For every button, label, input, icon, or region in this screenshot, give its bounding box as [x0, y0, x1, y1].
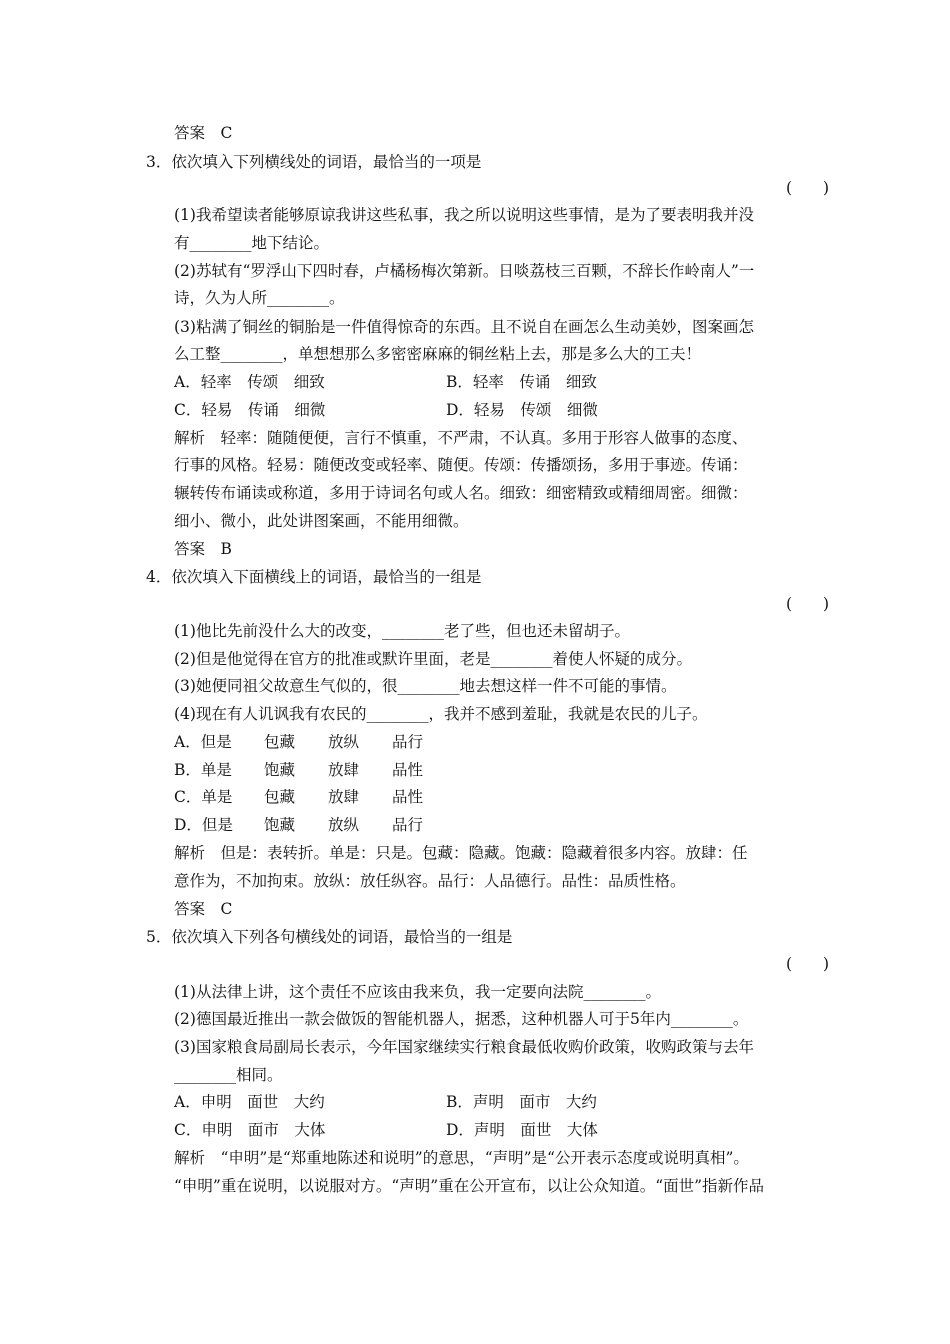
sentence-line: 诗，久为人所________。 — [174, 289, 345, 307]
sentence-line: ________相同。 — [174, 1066, 283, 1084]
option-c: C．轻易 传诵 细微 — [174, 401, 326, 419]
option-word: 放肆 — [328, 788, 360, 806]
option-word: 品性 — [392, 788, 424, 806]
answer-bracket: ( ) — [786, 179, 830, 197]
question-5-stem: 5．依次填入下列各句横线处的词语，最恰当的一组是 — [146, 928, 513, 946]
option-a: A．轻率 传颂 细致 — [174, 373, 325, 391]
sentence-line: (2)但是他觉得在官方的批准或默许里面，老是________着使人怀疑的成分。 — [174, 650, 692, 668]
answer-bracket: ( ) — [786, 595, 830, 613]
sentence-line: (1)他比先前没什么大的改变，________老了些，但也还未留胡子。 — [174, 622, 630, 640]
explanation-line: 解析 但是：表转折。单是：只是。包藏：隐藏。饱藏：隐藏着很多内容。放肆：任 — [174, 844, 748, 862]
option-d: D．声明 面世 大体 — [446, 1121, 598, 1139]
sentence-line: 么工整________，单想想那么多密密麻麻的铜丝粘上去，那是多么大的工夫！ — [174, 345, 702, 363]
option-word: 品行 — [392, 816, 424, 834]
explanation-line: 解析 轻率：随随便便，言行不慎重，不严肃，不认真。多用于形容人做事的态度、 — [174, 429, 748, 447]
option-b: B．轻率 传诵 细致 — [446, 373, 597, 391]
answer-line: 答案 C — [174, 900, 233, 918]
option-word: D．但是 — [174, 816, 233, 834]
option-word: A．但是 — [174, 733, 232, 751]
sentence-line: (2)德国最近推出一款会做饭的智能机器人，据悉，这种机器人可于5年内________。 — [174, 1010, 749, 1028]
option-b: B．声明 面市 大约 — [446, 1093, 597, 1111]
sentence-line: (3)粘满了铜丝的铜胎是一件值得惊奇的东西。且不说自在画怎么生动美妙，图案画怎 — [174, 318, 754, 336]
question-3-stem: 3．依次填入下列横线处的词语，最恰当的一项是 — [146, 153, 482, 171]
explanation-line: 解析 “申明”是“郑重地陈述和说明”的意思，“声明”是“公开表示态度或说明真相”。 — [174, 1149, 749, 1167]
sentence-line: (1)从法律上讲，这个责任不应该由我来负，我一定要向法院________。 — [174, 983, 661, 1001]
sentence-line: (1)我希望读者能够原谅我讲这些私事，我之所以说明这些事情，是为了要表明我并没 — [174, 206, 754, 224]
option-c: C．申明 面市 大体 — [174, 1121, 326, 1139]
sentence-line: (3)国家粮食局副局长表示，今年国家继续实行粮食最低收购价政策，收购政策与去年 — [174, 1038, 754, 1056]
explanation-line: 意作为，不加拘束。放纵：放任纵容。品行：人品德行。品性：品质性格。 — [174, 872, 686, 890]
option-word: 放肆 — [328, 761, 360, 779]
option-word: B．单是 — [174, 761, 232, 779]
option-word: 放纵 — [328, 816, 360, 834]
sentence-line: (3)她便同祖父故意生气似的，很________地去想这样一件不可能的事情。 — [174, 677, 677, 695]
answer-line: 答案 C — [174, 124, 233, 142]
sentence-line: 有________地下结论。 — [174, 234, 330, 252]
option-word: 包藏 — [264, 788, 296, 806]
option-d — [174, 814, 423, 836]
option-d: D．轻易 传颂 细微 — [446, 401, 598, 419]
option-b — [174, 759, 423, 781]
option-word: 品行 — [392, 733, 424, 751]
option-word: 品性 — [392, 761, 424, 779]
question-4-stem: 4．依次填入下面横线上的词语，最恰当的一组是 — [146, 568, 482, 586]
option-a — [174, 731, 423, 753]
explanation-line: “申明”重在说明，以说服对方。“声明”重在公开宣布，以让公众知道。“面世”指新作品 — [174, 1177, 765, 1195]
explanation-line: 行事的风格。轻易：随便改变或轻率、随便。传颂：传播颂扬，多用于事迹。传诵： — [174, 456, 748, 474]
option-word: 包藏 — [264, 733, 296, 751]
option-word: 饱藏 — [264, 816, 296, 834]
answer-bracket: ( ) — [786, 955, 830, 973]
sentence-line: (4)现在有人讥讽我有农民的________，我并不感到羞耻，我就是农民的儿子。 — [174, 705, 708, 723]
option-word: 饱藏 — [264, 761, 296, 779]
explanation-line: 细小、微小，此处讲图案画，不能用细微。 — [174, 512, 469, 530]
explanation-line: 辗转传布诵读或称道，多用于诗词名句或人名。细致：细密精致或精细周密。细微： — [174, 484, 748, 502]
option-word: 放纵 — [328, 733, 360, 751]
option-a: A．申明 面世 大约 — [174, 1093, 325, 1111]
sentence-line: (2)苏轼有“罗浮山下四时春，卢橘杨梅次第新。日啖荔枝三百颗，不辞长作岭南人”一 — [174, 262, 755, 280]
option-word: C．单是 — [174, 788, 233, 806]
answer-line: 答案 B — [174, 540, 232, 558]
option-c — [174, 786, 423, 808]
